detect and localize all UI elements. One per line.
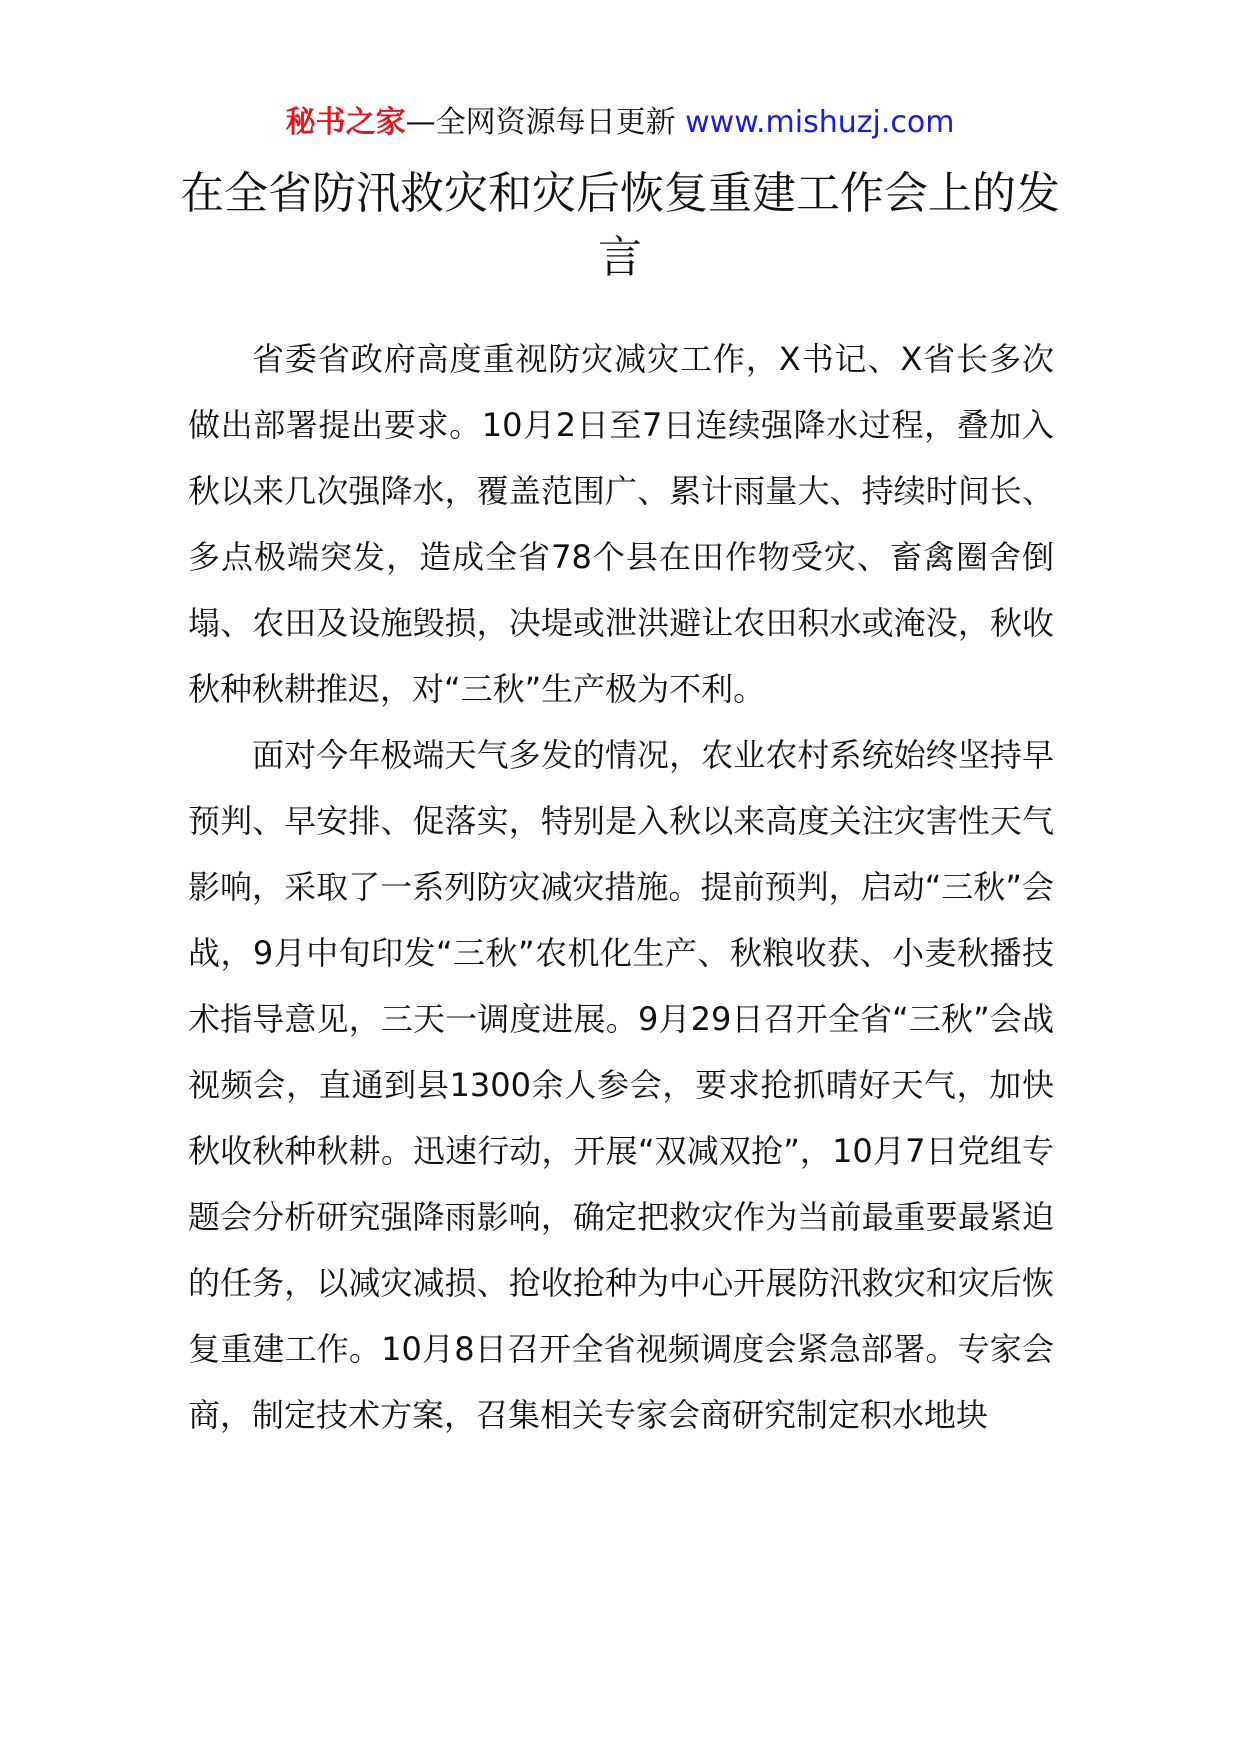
header-slogan: —全网资源每日更新 [405,105,676,140]
document-body [188,326,1054,1448]
document-title: 在全省防汛救灾和灾后恢复重建工作会上的发言 [180,168,1060,283]
site-header [0,100,1240,146]
brand-name: 秘书之家 [285,105,406,140]
paragraph-2: 面对今年极端天气多发的情况，农业农村系统始终坚持早预判、早安排、促落实，特别是入秋以来高度关注灾害性天气影响，采取了一系列防灾减灾措施。提前预判，启动“三秋”会战，9月中旬印发“三秋”农机化生产、秋粮收获、小麦秋播技术指导意见，三天一调度进展。9月29日召开全省“三秋”会战视频会，直通到县1300余人参会，要求抢抓晴好天气，加快秋收秋种秋耕。迅速行动，开展“双减双抢”，10月7日党组专题会分析研究强降雨影响，确定把救灾作为当前最重要最紧迫的任务，以减灾减损、抢收抢种为中心开展防汛救灾和灾后恢复重建工作。10月8日召开全省视频调度会紧急部署。专家会商，制定技术方案，召集相关专家会商研究制定积水地块 [188,736,1054,1434]
paragraph-1: 省委省政府高度重视防灾减灾工作，X书记、X省长多次做出部署提出要求。10月2日至7日连续强降水过程，叠加入秋以来几次强降水，覆盖范围广、累计雨量大、持续时间长、多点极端突发，造成全省78个县在田作物受灾、畜禽圈舍倒塌、农田及设施毁损，决堤或泄洪避让农田积水或淹没，秋收秋种秋耕推迟，对“三秋”生产极为不利。 [188,340,1054,708]
site-url[interactable]: www.mishuzj.com [685,105,955,140]
